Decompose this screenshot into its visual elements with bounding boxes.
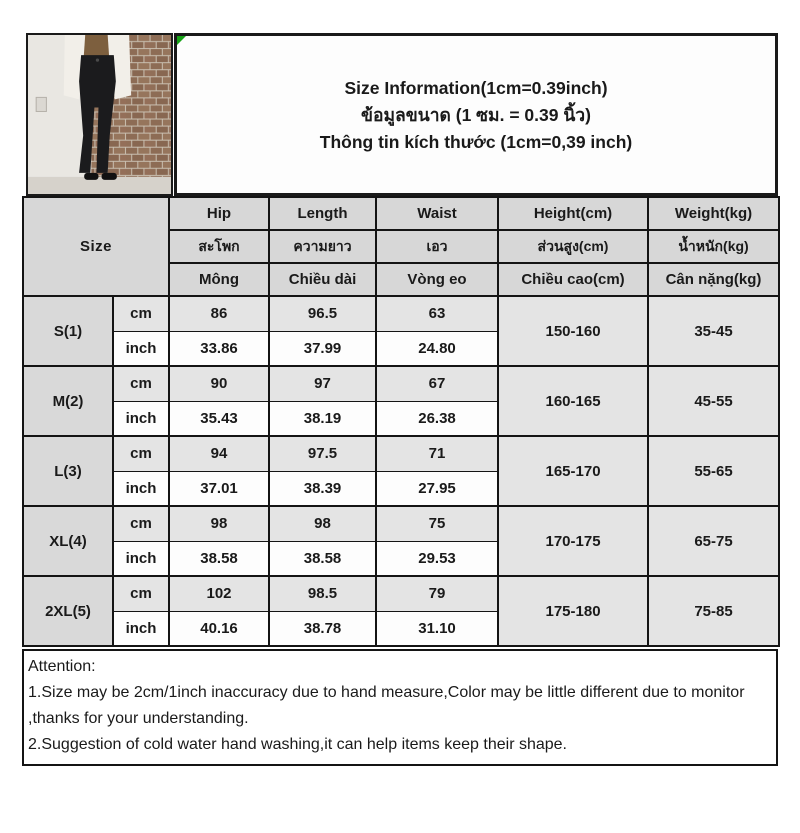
size-label-l: L(3) [23, 436, 113, 506]
cell-s-waist-cm: 63 [376, 296, 498, 331]
cell-s-length-inch: 37.99 [269, 331, 376, 366]
cell-2xl-hip-inch: 40.16 [169, 611, 269, 646]
size-info-title-box [174, 33, 778, 196]
col-header-weight-en: Weight(kg) [648, 197, 779, 230]
unit-label-cm: cm [113, 506, 169, 541]
product-photo-image [28, 35, 171, 194]
col-header-height-vi: Chiều cao(cm) [498, 263, 648, 296]
unit-label-cm: cm [113, 576, 169, 611]
cell-s-hip-cm: 86 [169, 296, 269, 331]
cell-l-height: 165-170 [498, 436, 648, 506]
size-header-cell: Size [23, 197, 169, 296]
attention-heading: Attention: [28, 658, 96, 675]
size-table [22, 196, 780, 647]
cell-xl-length-inch: 38.58 [269, 541, 376, 576]
cell-l-length-inch: 38.39 [269, 471, 376, 506]
product-photo [26, 33, 173, 196]
unit-label-inch: inch [113, 541, 169, 576]
cell-xl-waist-inch: 29.53 [376, 541, 498, 576]
cell-l-waist-cm: 71 [376, 436, 498, 471]
top-band [22, 33, 778, 196]
cell-m-weight: 45-55 [648, 366, 779, 436]
col-header-height-th: ส่วนสูง(cm) [498, 230, 648, 263]
unit-label-cm: cm [113, 296, 169, 331]
col-header-hip-th: สะโพก [169, 230, 269, 263]
attention-note [22, 649, 778, 766]
title-vietnamese: Thông tin kích thước (1cm=0,39 inch) [319, 131, 633, 152]
cell-2xl-length-inch: 38.78 [269, 611, 376, 646]
unit-label-inch: inch [113, 471, 169, 506]
col-header-waist-vi: Vòng eo [376, 263, 498, 296]
size-label-m: M(2) [23, 366, 113, 436]
cell-l-hip-inch: 37.01 [169, 471, 269, 506]
size-label-2xl: 2XL(5) [23, 576, 113, 646]
cell-2xl-hip-cm: 102 [169, 576, 269, 611]
col-header-hip-vi: Mông [169, 263, 269, 296]
attention-line-2: 2.Suggestion of cold water hand washing,it can help items keep their shape. [28, 736, 567, 753]
cell-xl-weight: 65-75 [648, 506, 779, 576]
size-label-xl: XL(4) [23, 506, 113, 576]
cell-m-length-cm: 97 [269, 366, 376, 401]
cell-xl-waist-cm: 75 [376, 506, 498, 541]
cell-2xl-height: 175-180 [498, 576, 648, 646]
title-thai: ข้อมูลขนาด (1 ซม. = 0.39 นิ้ว) [361, 104, 591, 125]
cell-m-waist-inch: 26.38 [376, 401, 498, 436]
col-header-length-en: Length [269, 197, 376, 230]
col-header-weight-th: น้ำหนัก(kg) [648, 230, 779, 263]
cell-l-length-cm: 97.5 [269, 436, 376, 471]
cell-l-waist-inch: 27.95 [376, 471, 498, 506]
cell-m-hip-inch: 35.43 [169, 401, 269, 436]
col-header-length-vi: Chiều dài [269, 263, 376, 296]
size-label-s: S(1) [23, 296, 113, 366]
green-corner-marker [177, 36, 186, 45]
cell-xl-hip-inch: 38.58 [169, 541, 269, 576]
unit-label-inch: inch [113, 401, 169, 436]
cell-2xl-weight: 75-85 [648, 576, 779, 646]
cell-s-waist-inch: 24.80 [376, 331, 498, 366]
cell-xl-height: 170-175 [498, 506, 648, 576]
cell-2xl-waist-inch: 31.10 [376, 611, 498, 646]
cell-l-hip-cm: 94 [169, 436, 269, 471]
cell-2xl-waist-cm: 79 [376, 576, 498, 611]
cell-m-height: 160-165 [498, 366, 648, 436]
title-english: Size Information(1cm=0.39inch) [344, 77, 608, 98]
cell-xl-length-cm: 98 [269, 506, 376, 541]
col-header-waist-th: เอว [376, 230, 498, 263]
cell-s-weight: 35-45 [648, 296, 779, 366]
cell-s-hip-inch: 33.86 [169, 331, 269, 366]
col-header-weight-vi: Cân nặng(kg) [648, 263, 779, 296]
unit-label-cm: cm [113, 436, 169, 471]
cell-xl-hip-cm: 98 [169, 506, 269, 541]
cell-s-height: 150-160 [498, 296, 648, 366]
col-header-waist-en: Waist [376, 197, 498, 230]
unit-label-cm: cm [113, 366, 169, 401]
col-header-hip-en: Hip [169, 197, 269, 230]
col-header-height-en: Height(cm) [498, 197, 648, 230]
unit-label-inch: inch [113, 331, 169, 366]
cell-m-waist-cm: 67 [376, 366, 498, 401]
cell-m-length-inch: 38.19 [269, 401, 376, 436]
size-chart-page [22, 33, 778, 766]
col-header-length-th: ความยาว [269, 230, 376, 263]
cell-m-hip-cm: 90 [169, 366, 269, 401]
cell-2xl-length-cm: 98.5 [269, 576, 376, 611]
cell-s-length-cm: 96.5 [269, 296, 376, 331]
cell-l-weight: 55-65 [648, 436, 779, 506]
unit-label-inch: inch [113, 611, 169, 646]
attention-line-1: 1.Size may be 2cm/1inch inaccuracy due to hand measure,Color may be little different due to monitor ,thanks for your understanding. [28, 684, 745, 727]
